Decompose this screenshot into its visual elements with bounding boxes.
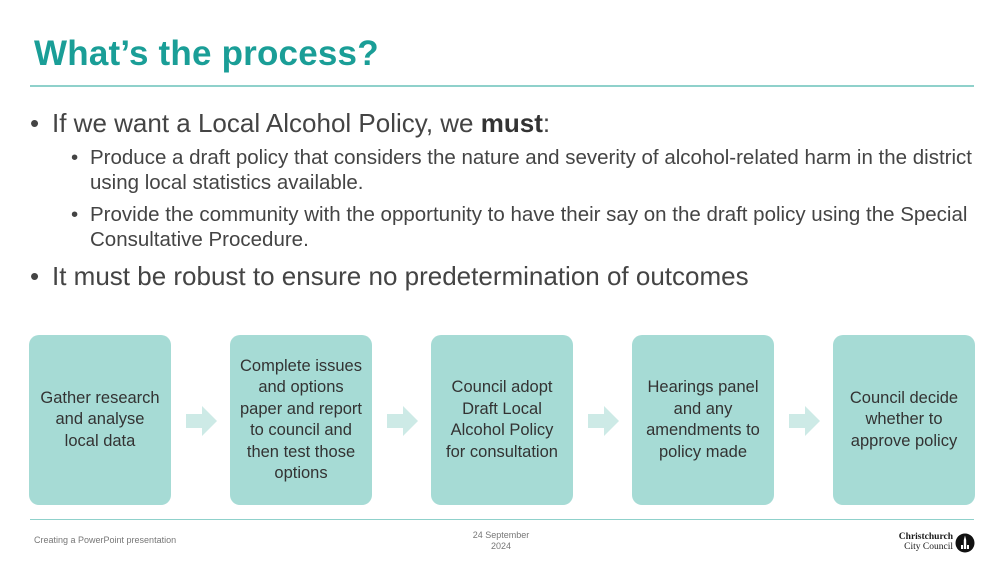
council-logo-line1: Christchurch (898, 532, 953, 542)
cathedral-emblem-icon (955, 533, 975, 553)
process-step-4 (632, 335, 774, 505)
council-logo-text (895, 532, 953, 552)
process-step-5-text: Council decide whether to approve policy (849, 388, 959, 450)
process-step-2 (230, 335, 372, 505)
process-step-1-text: Gather research and analyse local data (40, 388, 160, 450)
footer-divider (30, 519, 974, 520)
process-step-2-text: Complete issues and options paper and report to council and then test those options (240, 356, 363, 482)
footer-presentation-name: Creating a PowerPoint presentation (34, 535, 177, 545)
sub-bullet-consultation: • Provide the community with the opportunity to have their say on the draft policy using the Special Consultative Procedure. (70, 202, 978, 252)
process-arrow-3 (588, 406, 619, 436)
footer-date (466, 530, 536, 552)
footer-date-year: 2024 (490, 541, 512, 551)
bullet-robust: • It must be robust to ensure no predetermination of outcomes (28, 259, 978, 293)
bullet-must-text: If we want a Local Alcohol Policy, we (52, 108, 481, 138)
bullet-list (28, 106, 978, 293)
process-step-1 (29, 335, 171, 505)
footer-date-day: 24 September (472, 530, 530, 540)
process-step-3 (431, 335, 573, 505)
process-flow (29, 335, 975, 505)
process-arrow-2 (387, 406, 418, 436)
sub-bullet-draft-policy: • Produce a draft policy that considers the nature and severity of alcohol-related harm in the district using local statistics available. (70, 145, 978, 195)
bullet-must-emphasis: must (480, 108, 543, 138)
process-step-3-text: Council adopt Draft Local Alcohol Policy for consultation (446, 378, 558, 461)
process-step-5 (833, 335, 975, 505)
bullet-must-colon: : (542, 108, 551, 138)
process-arrow-4 (789, 406, 820, 436)
council-logo-line2: City Council (904, 542, 953, 552)
process-step-4-text: Hearings panel and any amendments to policy made (646, 378, 760, 461)
process-arrow-1 (186, 406, 217, 436)
bullet-must (28, 106, 978, 140)
council-logo (895, 532, 977, 558)
slide-title: What’s the process? (34, 34, 379, 73)
sub-bullet-list (70, 145, 978, 252)
title-divider (30, 85, 974, 87)
